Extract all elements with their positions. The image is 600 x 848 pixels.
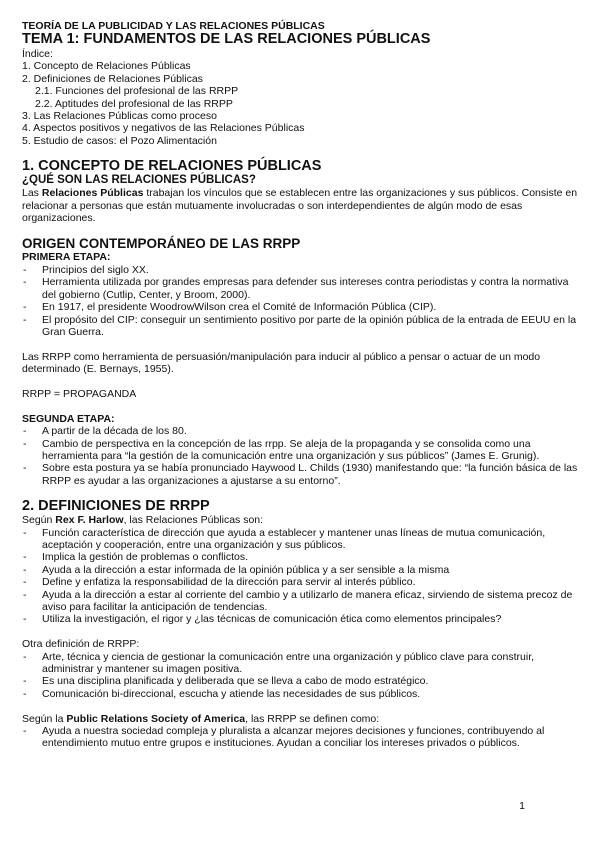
- other-definition-list: [22, 651, 578, 701]
- index-item: 5. Estudio de casos: el Pozo Alimentación: [22, 134, 217, 147]
- list-item: - Define y enfatiza la responsabilidad de la dirección para servir al interés público.: [23, 576, 416, 589]
- list-item: - Cambio de perspectiva en la concepción de las rrpp. Se aleja de la propaganda y se consolida como una herramienta para “la gestión de la comunicación entre una organización y sus públicos” (James E. Grunig).: [23, 437, 540, 462]
- list-item: - Arte, técnica y ciencia de gestionar la comunicación entre una organización y público clave para construir, administrar y mantener su imagen positiva.: [23, 650, 535, 675]
- list-item: - Función característica de dirección que ayuda a establecer y mantener unas líneas de mutua comunicación, aceptación y cooperación, entre una organización y sus públicos.: [23, 526, 546, 551]
- prsa-list: [22, 725, 578, 750]
- index-item: 3. Las Relaciones Públicas como proceso: [22, 110, 217, 123]
- harlow-intro: Según Rex F. Harlow, las Relaciones Públicas son:: [22, 514, 264, 527]
- list-item: - El propósito del CIP: conseguir un sentimiento positivo por parte de la opinión pública de la entrada de EEUU en la Gran Guerra.: [23, 313, 577, 338]
- list-item: - Ayuda a nuestra sociedad compleja y pluralista a alcanzar mejores decisiones y funciones, contribuyendo al entendimiento mutuo entre grupos e instituciones. Ayudan a conciliar los intereses privados o públicos.: [23, 725, 545, 750]
- second-stage-list: [22, 425, 578, 487]
- section1-heading: 1. CONCEPTO DE RELACIONES PÚBLICAS: [22, 158, 322, 175]
- list-item: - Utiliza la investigación, el rigor y ¿las técnicas de comunicación ética como elementos principales?: [23, 613, 502, 626]
- list-item: - Ayuda a la dirección a estar al corriente del cambio y a utilizarlo de manera eficaz, sirviendo de sistema precoz de aviso para facilitar la anticipación de tendencias.: [23, 588, 573, 613]
- list-item: - Es una disciplina planificada y deliberada que se lleva a cabo de modo estratégico.: [23, 675, 429, 688]
- index-subitem: 2.2. Aptitudes del profesional de las RRPP: [35, 97, 233, 110]
- unit-title: TEMA 1: FUNDAMENTOS DE LAS RELACIONES PÚBLICAS: [22, 31, 431, 47]
- list-item: - Herramienta utilizada por grandes empresas para defender sus intereses contra periodistas y contra la normativa del gobierno (Cutlip, Center, y Broom, 2000).: [23, 276, 569, 301]
- index-item: 4. Aspectos positivos y negativos de las Relaciones Públicas: [22, 122, 305, 135]
- list-item: - Comunicación bi-direccional, escucha y atiende las necesidades de sus públicos.: [23, 687, 421, 700]
- document-page: [22, 20, 578, 750]
- organization-prsa: Public Relations Society of America: [66, 712, 246, 725]
- index-label: Índice:: [22, 48, 53, 60]
- propaganda-equation: RRPP = PROPAGANDA: [22, 387, 137, 400]
- author-harlow: Rex F. Harlow: [55, 514, 124, 527]
- page-number: 1: [519, 800, 525, 812]
- second-stage-heading: SEGUNDA ETAPA:: [22, 412, 115, 425]
- persuasion-paragraph: Las RRPP como herramienta de persuasión/manipulación para inducir al público a pensar o actuar de un modo determinado (E. Bernays, 1955).: [22, 350, 541, 376]
- term-relaciones-publicas: Relaciones Públicas: [41, 187, 144, 200]
- origin-heading: ORIGEN CONTEMPORÁNEO DE LAS RRPP: [22, 236, 301, 252]
- first-stage-heading: PRIMERA ETAPA:: [22, 251, 111, 264]
- section1-question: ¿QUÉ SON LAS RELACIONES PÚBLICAS?: [22, 174, 256, 187]
- list-item: - Ayuda a la dirección a estar informada de la opinión pública y a ser sensible a la misma: [23, 563, 450, 576]
- list-item: - A partir de la década de los 80.: [23, 425, 187, 438]
- subject-title: TEORÍA DE LA PUBLICIDAD Y LAS RELACIONES PÚBLICAS: [22, 20, 325, 32]
- list-item: - Implica la gestión de problemas o conflictos.: [23, 551, 249, 564]
- first-stage-list: [22, 264, 578, 338]
- list-item: - En 1917, el presidente WoodrowWilson crea el Comité de Información Pública (CIP).: [23, 301, 437, 314]
- other-definition-label: Otra definición de RRPP:: [22, 638, 140, 651]
- index-item: 1. Concepto de Relaciones Públicas: [22, 60, 191, 73]
- section2-heading: 2. DEFINICIONES DE RRPP: [22, 498, 210, 515]
- index-item: 2. Definiciones de Relaciones Públicas: [22, 72, 203, 85]
- list-item: - Sobre esta postura ya se había pronunciado Haywood L. Childs (1930) manifestando que: “la función básica de las RRPP es ayudar a las organizaciones a ajustarse a su entorno”.: [23, 462, 578, 487]
- list-item: - Principios del siglo XX.: [23, 263, 149, 276]
- index-subitem: 2.1. Funciones del profesional de las RRPP: [35, 85, 239, 98]
- section1-intro: Las Relaciones Públicas trabajan los vínculos que se establecen entre las organizaciones y sus públicos. Consiste en relacionar a personas que están mutuamente involucradas o son interdependientes de algún modo de esas organizaciones.: [22, 187, 578, 225]
- index-list: [22, 60, 578, 147]
- harlow-list: [22, 527, 578, 626]
- prsa-intro: Según la Public Relations Society of America, las RRPP se definen como:: [22, 712, 380, 725]
